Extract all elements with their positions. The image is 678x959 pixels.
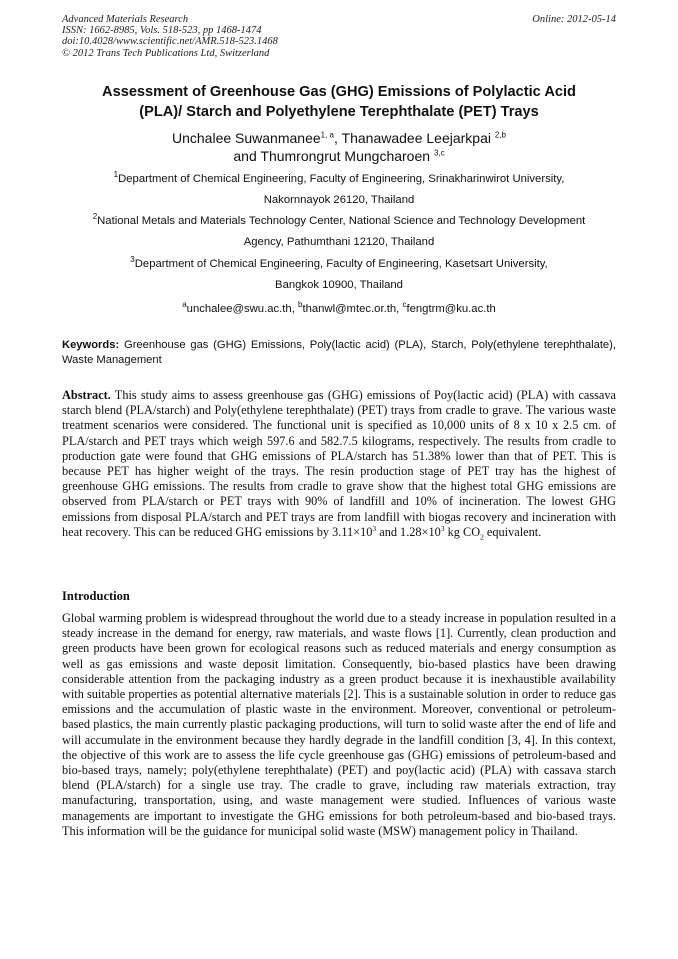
abstract-text-1: This study aims to assess greenhouse gas (GHG) emissions of Poy(lactic acid) (PLA) with cassava starch blend (PLA/starch) and Poly(ethylene terephthalate) (PET) trays from cradle to grave. The various waste treatment scenarios were considered. The functional unit is specified as 10,000 units of 8 x 10 x 2.5 cm. of PLA/starch and PET trays which weigh 597.6 and 582.7.5 kilograms, respectively. The results from cradle to production gate were found that GHG emissions of PLA/starch has 51.38% lower than that of PET. This is because PET has higher weight of the trays. The resin production stage of PET tray has the highest of greenhouse GHG emissions. The results from cradle to grave show that the highest total GHG emissions are observed from PLA/starch or PET trays with 90% of landfill and 10% of incineration. The lowest GHG emissions from disposal PLA/starch and PET trays are from landfill with biogas recovery and incineration with heat recovery. This can be reduced GHG emissions by 3.11×10 — [62, 388, 616, 539]
affiliation-1-line-2: Nakornnayok 26120, Thailand — [263, 194, 415, 206]
author-3-name: Thumrongrut Mungcharoen — [260, 148, 431, 164]
author-3-marker: 3,c — [433, 148, 445, 158]
author-emails — [62, 302, 616, 316]
author-conjunction: and — [233, 148, 261, 164]
author-2-name: Thanawadee Leejarkpai — [341, 130, 491, 146]
affiliation-3-line-2: Bangkok 10900, Thailand — [275, 279, 403, 291]
affiliation-2-marker: 2 — [92, 212, 98, 222]
abstract-text-3: kg CO — [444, 524, 481, 539]
affiliation-1-marker: 1 — [113, 170, 119, 180]
email-a-marker: a — [182, 300, 187, 310]
abstract-label: Abstract. — [62, 388, 111, 402]
abstract-exponent-2: 3 — [440, 523, 445, 533]
abstract-section — [62, 388, 616, 540]
affiliation-2 — [62, 211, 616, 253]
publication-header — [62, 14, 616, 59]
authors-line-1 — [62, 129, 616, 147]
email-b: thanwl@mtec.or.th, — [302, 303, 403, 315]
email-a: unchalee@swu.ac.th, — [186, 303, 298, 315]
online-date: Online: 2012-05-14 — [532, 14, 616, 25]
introduction-text: Global warming problem is widespread throughout the world due to a steady increase in population resulted in a steady increase in the demand for energy, raw materials, and waste flows [1]. Currently, clean production and green products have been grown for ecological reasons such as reduced materials and energy consumption as well as gas emissions and waste deposit limitation. Consequently, bio-based plastics have been drawing considerable attention from the packaging industry as a green product because it is inexhaustible availability with suitable properties as potential alternative materials [2]. This is a sustainable solution in order to reduce gas emissions and the accumulation of plastic waste in the environment. Moreover, conventional or petroleum-based plastics, the main currently plastic packaging productions, will turn to solid waste after the end of life and will accumulate in the environment because they hardly degrade in the landfill condition [3, 4]. In this context, the objective of this work are to assess the life cycle greenhouse gas (GHG) emissions of petroleum-based and bio-based trays, namely; poly(ethylene terephthalate) (PET) and poy(lactic acid) (PLA) with cassava starch blend (PLA/starch) for a single use tray. The cradle to grave, including raw materials extraction, tray manufacturing, transportation, using, and waste management were studied. Influences of various waste managements are important to investigate the GHG emissions for both petroleum-based and bio-based trays. This information will be the guidance for municipal solid waste (MSW) management policy in Thailand. — [62, 611, 616, 838]
title-line-2: (PLA)/ Starch and Polyethylene Terephthalate (PET) Trays — [139, 104, 539, 120]
abstract-subscript: 2 — [480, 532, 484, 542]
affiliation-1 — [62, 169, 616, 211]
paper-title — [62, 82, 616, 122]
keywords-text: Greenhouse gas (GHG) Emissions, Poly(lactic acid) (PLA), Starch, Poly(ethylene terephthalate), Waste Management — [62, 339, 616, 366]
author-list — [62, 129, 616, 165]
email-c-marker: c — [402, 300, 407, 310]
author-2-marker: 2,b — [494, 130, 506, 140]
email-b-marker: b — [297, 300, 303, 310]
abstract-exponent-1: 3 — [372, 523, 377, 533]
keywords-label: Keywords: — [62, 339, 120, 351]
affiliation-1-line-1: $^1$Department of Chemical Engineering, Faculty of Engineering, Srinakharinwirot University, — [113, 170, 565, 185]
affiliation-2-line-1: $^2$National Metals and Materials Technology Center, National Science and Technology Development — [92, 212, 586, 227]
author-1-name: Unchalee Suwanmanee — [172, 130, 321, 146]
author-separator: , — [334, 130, 342, 146]
affiliation-2-line-2: Agency, Pathumthani 12120, Thailand — [243, 236, 435, 248]
authors-line-2 — [62, 147, 616, 165]
affiliation-3-line-1: $^3$Department of Chemical Engineering, Faculty of Engineering, Kasetsart University, — [130, 255, 548, 270]
journal-name: Advanced Materials Research — [62, 14, 189, 25]
abstract-text-4: equivalent. — [483, 524, 542, 539]
email-c: fengtrm@ku.ac.th — [406, 303, 496, 315]
keywords-section — [62, 338, 616, 368]
doi-line: doi:10.4028/www.scientific.net/AMR.518-523.1468 — [62, 36, 278, 48]
author-1-marker: 1, a — [320, 130, 334, 140]
issn-line: ISSN: 1662-8985, Vols. 518-523, pp 1468-1474 — [62, 25, 262, 37]
affiliation-3 — [62, 254, 616, 296]
title-line-1: Assessment of Greenhouse Gas (GHG) Emissions of Polylactic Acid — [102, 84, 576, 100]
abstract-text-2: and 1.28×10 — [376, 524, 441, 539]
affiliation-3-marker: 3 — [130, 255, 135, 265]
introduction-heading: Introduction — [62, 589, 130, 603]
copyright-line: © 2012 Trans Tech Publications Ltd, Switzerland — [62, 47, 270, 59]
